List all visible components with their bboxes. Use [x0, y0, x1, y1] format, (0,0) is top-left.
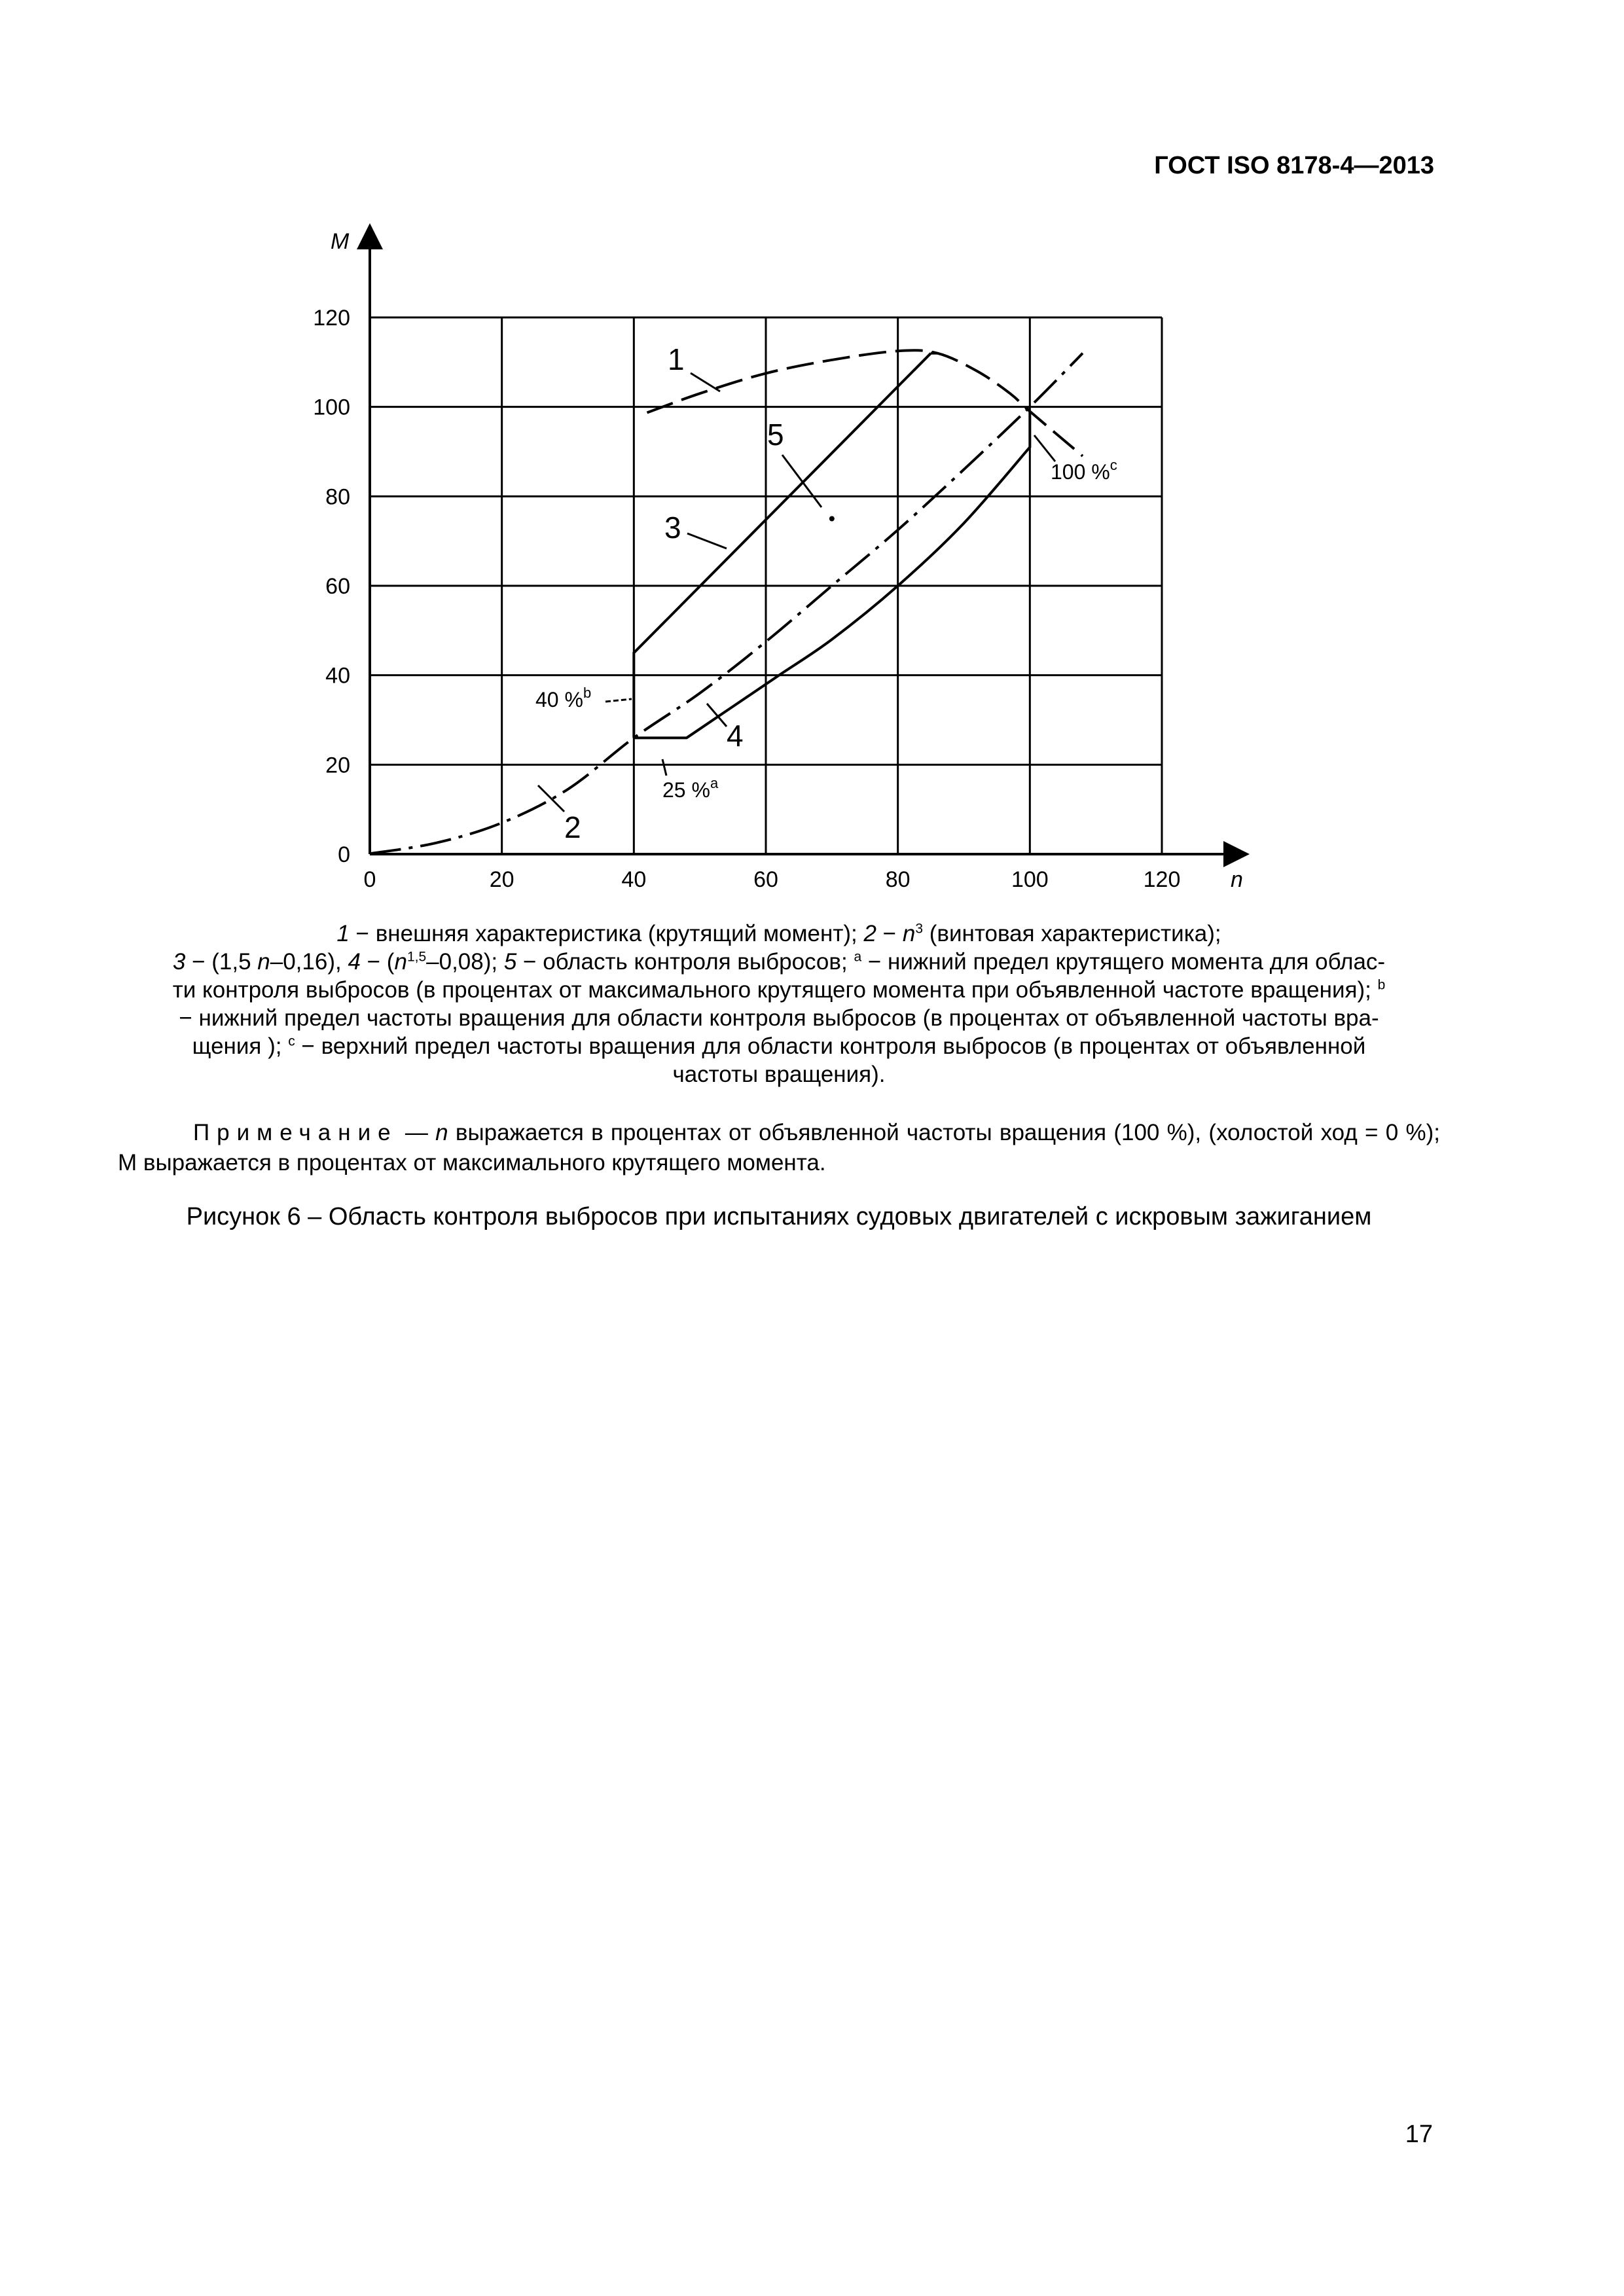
note-text: — n выражается в процентах от объявленной частоты вращения (100 %), (холостой ход = 0 %); М выражается в процентах от максимального крутящего момента. — [118, 1120, 1440, 1175]
note-label: Примечание — [193, 1120, 398, 1145]
series-3-curve — [634, 353, 931, 738]
figure-title: Рисунок 6 – Область контроля выбросов при испытаниях судовых двигателей с искровым зажиганием — [186, 1203, 1372, 1230]
chart-grid — [370, 317, 1162, 854]
annotation-40-leader — [605, 699, 632, 702]
y-tick-label: 100 — [313, 395, 350, 420]
annotation-25-percent: 25 %$^a$ — [662, 775, 719, 802]
curve-label-2: 2 — [564, 810, 581, 844]
series-2-curve — [370, 353, 1083, 854]
x-axis-label: n — [1231, 867, 1243, 892]
curve-label-leader — [538, 785, 564, 812]
y-tick-label: 0 — [338, 842, 350, 867]
annotation-40-percent: 40 %$^b$ — [535, 685, 592, 711]
curve-label-3: 3 — [664, 511, 681, 545]
page-number: 17 — [1405, 2121, 1433, 2148]
y-axis-label: M — [331, 229, 350, 254]
annotation-100-percent: 100 %$^c$ — [1051, 457, 1117, 484]
figure-note — [118, 1118, 1440, 1178]
y-tick-label: 20 — [325, 753, 350, 778]
chart-curves — [370, 350, 1083, 853]
x-tick-label: 120 — [1143, 867, 1181, 892]
curve-label-5: 5 — [767, 418, 784, 452]
y-tick-label: 120 — [313, 306, 350, 331]
x-tick-label: 0 — [363, 867, 376, 892]
x-tick-label: 20 — [489, 867, 514, 892]
document-header: ГОСТ ISO 8178-4—2013 — [1154, 152, 1434, 179]
x-tick-label: 100 — [1011, 867, 1049, 892]
y-tick-label: 60 — [325, 574, 350, 599]
annotation-25-leader — [662, 759, 666, 776]
series-4-curve — [634, 412, 1030, 738]
annotation-100-leader — [1034, 435, 1055, 461]
curve-label-4: 4 — [727, 719, 744, 753]
series-1-curve — [647, 350, 1083, 456]
curve-label-leader — [782, 455, 821, 507]
series-5-point — [829, 516, 835, 522]
y-tick-label: 40 — [325, 663, 350, 689]
chart-tick-labels — [313, 306, 1180, 892]
torque-speed-chart — [0, 0, 1624, 916]
chart-axes — [331, 226, 1247, 892]
curve-label-leader — [687, 533, 727, 548]
figure-legend: 1 − внешняя характеристика (крутящий момент); $2 - n^3$ (винтовая характеристика); 3 − (1,5 n–0,16), $4 - (n^{1,5}-0,08)$; 5 − область контроля выбросов; $^a$ − нижний предел крутящего момента для облас- ти контроля выбросов (в процентах от максимального крутящего момента при объявленной частоте вращения); $^b$ − нижний предел частоты вращения для области контроля выбросов (в процентах от объявленной частоты вра- щения ); $^c$ − верхний предел частоты вращения для области контроля выбросов (в процентах от объявленной частоты вращения). — [172, 921, 1386, 1087]
y-tick-label: 80 — [325, 484, 350, 510]
x-tick-label: 80 — [885, 867, 911, 892]
x-tick-label: 40 — [621, 867, 647, 892]
x-tick-label: 60 — [753, 867, 778, 892]
curve-label-1: 1 — [668, 342, 685, 376]
curve-label-leader — [691, 373, 720, 391]
